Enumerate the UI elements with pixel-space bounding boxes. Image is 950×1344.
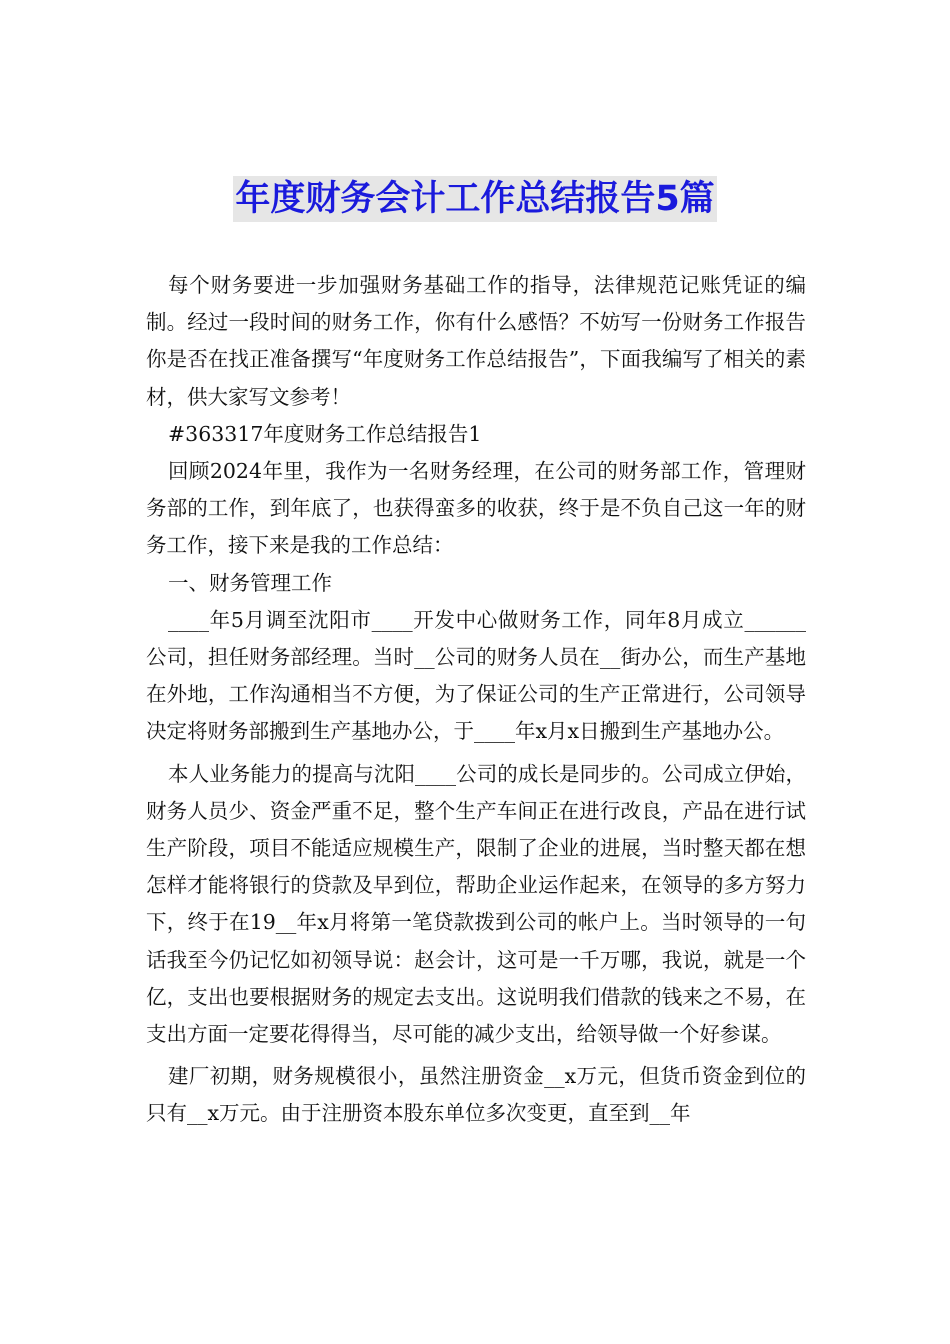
document-body xyxy=(146,267,806,1133)
early-stage-paragraph: 建厂初期，财务规模很小，虽然注册资金__x万元，但货币资金到位的只有__x万元。由于注册资本股东单位多次变更，直至到__年 xyxy=(146,1064,806,1126)
intro-paragraph: 每个财务要进一步加强财务基础工作的指导，法律规范记账凭证的编制。经过一段时间的财务工作，你有什么感悟？不妨写一份财务工作报告你是否在找正准备撰写“年度财务工作总结报告”，下面我编写了相关的素材，供大家写文参考！ xyxy=(146,273,806,409)
title-container xyxy=(0,176,950,222)
review-paragraph: 回顾2024年里，我作为一名财务经理，在公司的财务部工作，管理财务部的工作，到年底了，也获得蛮多的收获，终于是不负自己这一年的财务工作，接下来是我的工作总结： xyxy=(146,459,806,558)
transfer-paragraph: ____年5月调至沈阳市____开发中心做财务工作，同年8月成立______公司，担任财务部经理。当时__公司的财务人员在__街办公，而生产基地在外地，工作沟通相当不方便，为了保证公司的生产正常进行，公司领导决定将财务部搬到生产基地办公，于____年x月x日搬到生产基地办公。 xyxy=(146,607,806,744)
report-heading: #363317年度财务工作总结报告1 xyxy=(168,421,482,446)
section-heading: 一、财务管理工作 xyxy=(168,570,332,595)
growth-paragraph: 本人业务能力的提高与沈阳____公司的成长是同步的。公司成立伊始，财务人员少、资金严重不足，整个生产车间正在进行改良，产品在进行试生产阶段，项目不能适应规模生产，限制了企业的进展，当时整天都在想怎样才能将银行的贷款及早到位，帮助企业运作起来，在领导的多方努力下，终于在19__年x月将第一笔贷款拨到公司的帐户上。当时领导的一句话我至今仍记忆如初领导说：赵会计，这可是一千万哪，我说，就是一个亿，支出也要根据财务的规定去支出。这说明我们借款的钱来之不易，在支出方面一定要花得得当，尽可能的减少支出，给领导做一个好参谋。 xyxy=(146,761,806,1047)
document-title: 年度财务会计工作总结报告5篇 xyxy=(233,176,716,222)
